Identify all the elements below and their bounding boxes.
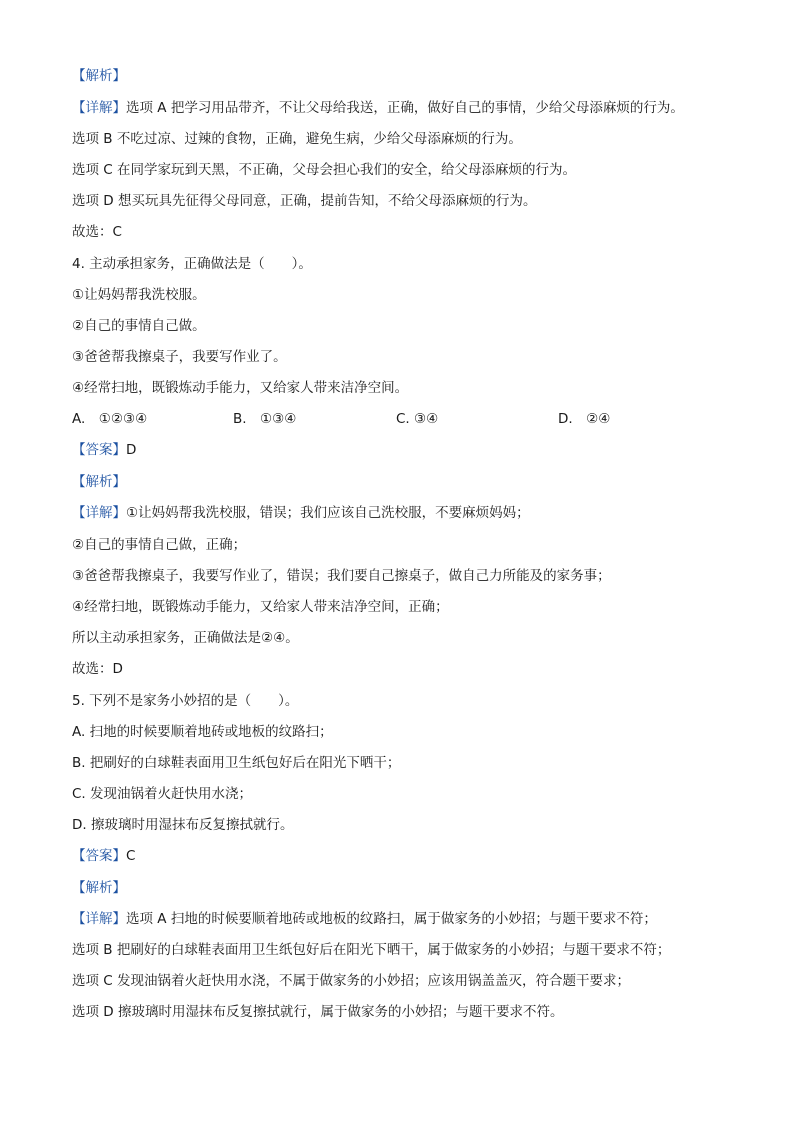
answer-tag: 【答案】 xyxy=(72,442,126,458)
q4-conclusion: 故选：D xyxy=(72,661,123,677)
detail-tag: 【详解】 xyxy=(72,505,126,521)
q3-detail-line-c: 选项 C 在同学家玩到天黑，不正确，父母会担心我们的安全，给父母添麻烦的行为。 xyxy=(72,162,577,178)
answer-tag: 【答案】 xyxy=(72,848,126,864)
q3-analysis-heading xyxy=(72,67,734,85)
detail-tag: 【详解】 xyxy=(72,911,126,927)
q4-option-c: C. ③④ xyxy=(396,411,439,427)
q4-analysis-heading xyxy=(72,473,734,491)
q4-detail-line-3: ③爸爸帮我擦桌子，我要写作业了，错误；我们要自己擦桌子，做自己力所能及的家务事； xyxy=(72,568,611,584)
q5-option-b: B. 把刷好的白球鞋表面用卫生纸包好后在阳光下晒干； xyxy=(72,755,401,771)
q4-item-4: ④经常扫地，既锻炼动手能力，又给家人带来洁净空间。 xyxy=(72,380,409,396)
q5-detail-line-1 xyxy=(72,910,734,928)
q3-detail-line-d: 选项 D 想买玩具先征得父母同意，正确，提前告知，不给父母添麻烦的行为。 xyxy=(72,193,537,209)
q5-option-d: D. 擦玻璃时用湿抹布反复擦拭就行。 xyxy=(72,817,294,833)
q5-option-a: A. 扫地的时候要顺着地砖或地板的纹路扫； xyxy=(72,724,333,740)
q4-detail-line-5: 所以主动承担家务，正确做法是②④。 xyxy=(72,630,299,646)
q4-stem: 4. 主动承担家务，正确做法是（ ）。 xyxy=(72,256,312,272)
q3-detail-text: 选项 A 把学习用品带齐，不让父母给我送，正确，做好自己的事情，少给父母添麻烦的行为。 xyxy=(126,100,684,116)
q5-stem: 5. 下列不是家务小妙招的是（ ）。 xyxy=(72,693,299,709)
q4-answer xyxy=(72,441,734,459)
q5-analysis-heading xyxy=(72,879,734,897)
q4-options xyxy=(72,410,732,428)
analysis-tag: 【解析】 xyxy=(72,68,126,84)
q4-answer-value: D xyxy=(126,442,137,458)
q3-conclusion: 故选：C xyxy=(72,224,122,240)
q4-item-3: ③爸爸帮我擦桌子，我要写作业了。 xyxy=(72,349,287,365)
q4-option-b: B. ①③④ xyxy=(233,411,297,427)
q4-item-1: ①让妈妈帮我洗校服。 xyxy=(72,287,206,303)
q4-detail-line-4: ④经常扫地，既锻炼动手能力，又给家人带来洁净空间，正确； xyxy=(72,599,449,615)
q4-item-2: ②自己的事情自己做。 xyxy=(72,318,206,334)
q4-detail-line-1 xyxy=(72,504,734,522)
q5-option-c: C. 发现油锅着火赶快用水浇； xyxy=(72,786,253,802)
q4-detail-line-2: ②自己的事情自己做，正确； xyxy=(72,537,247,553)
q4-option-a: A. ①②③④ xyxy=(72,411,148,427)
q3-detail-line-a xyxy=(72,99,734,117)
analysis-tag: 【解析】 xyxy=(72,474,126,490)
q5-detail-text: 选项 A 扫地的时候要顺着地砖或地板的纹路扫，属于做家务的小妙招；与题干要求不符； xyxy=(126,911,657,927)
q5-detail-line-3: 选项 C 发现油锅着火赶快用水浇，不属于做家务的小妙招；应该用锅盖盖灭，符合题干要求； xyxy=(72,973,631,989)
q3-detail-line-b: 选项 B 不吃过凉、过辣的食物，正确，避免生病，少给父母添麻烦的行为。 xyxy=(72,131,522,147)
q5-answer-value: C xyxy=(126,848,136,864)
q5-detail-line-2: 选项 B 把刷好的白球鞋表面用卫生纸包好后在阳光下晒干，属于做家务的小妙招；与题干要求不符； xyxy=(72,942,671,958)
analysis-tag: 【解析】 xyxy=(72,880,126,896)
q4-detail-text: ①让妈妈帮我洗校服，错误；我们应该自己洗校服，不要麻烦妈妈； xyxy=(126,505,530,521)
q5-detail-line-4: 选项 D 擦玻璃时用湿抹布反复擦拭就行，属于做家务的小妙招；与题干要求不符。 xyxy=(72,1004,564,1020)
detail-tag: 【详解】 xyxy=(72,100,126,116)
q5-answer xyxy=(72,847,734,865)
q4-option-d: D. ②④ xyxy=(558,411,611,427)
